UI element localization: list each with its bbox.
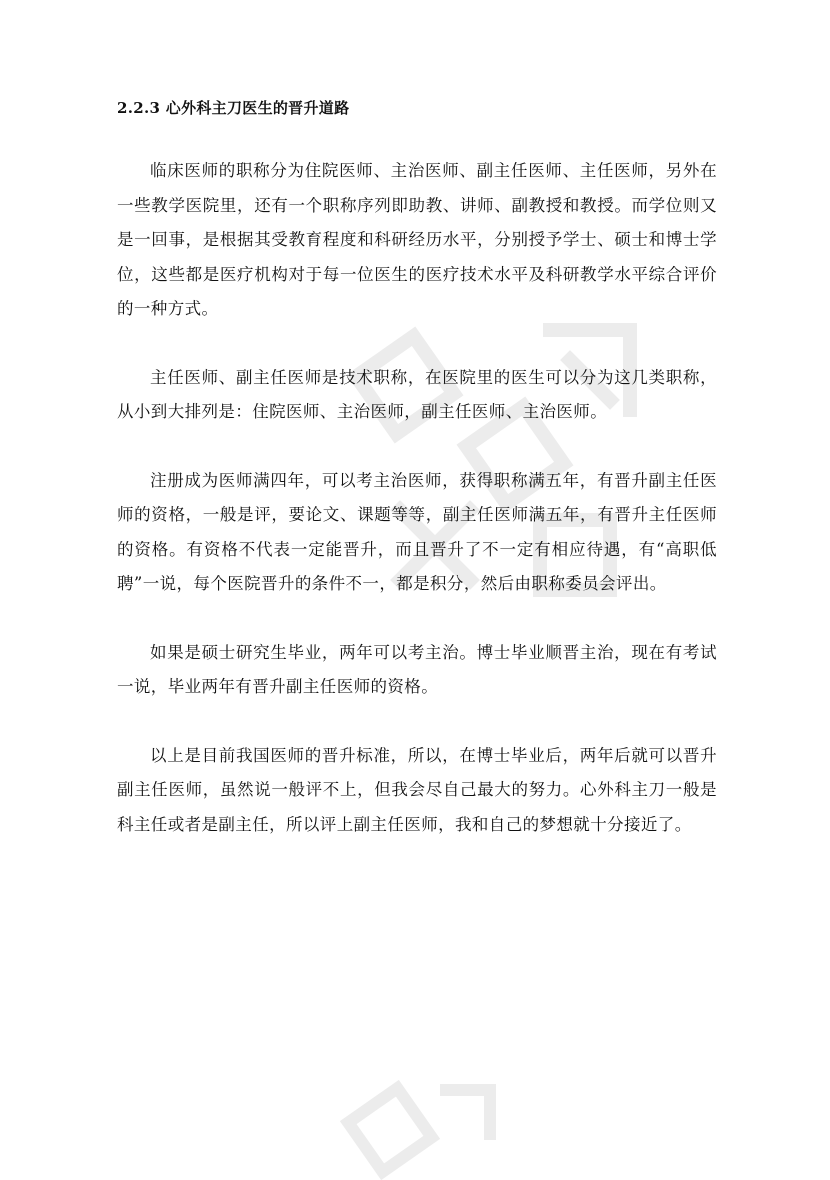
paragraph-degree-path: 如果是硕士研究生毕业，两年可以考主治。博士毕业顺晋主治，现在有考试一说，毕业两年有晋升副主任医师的资格。 bbox=[117, 642, 717, 696]
paragraph-requirements: 注册成为医师满四年，可以考主治医师，获得职称满五年，有晋升副主任医师的资格，一般是评，要论文、课题等等，副主任医师满五年，有晋升主任医师的资格。有资格不代表一定能晋升，而且晋升了不一定有相应待遇，有“高职低聘”一说，每个医院晋升的条件不一，都是积分，然后由职称委员会评出。 bbox=[117, 470, 717, 593]
watermark-logo-bottom bbox=[330, 1060, 510, 1180]
paragraph-titles: 临床医师的职称分为住院医师、主治医师、副主任医师、主任医师，另外在一些教学医院里，还有一个职称序列即助教、讲师、副教授和教授。而学位则又是一回事，是根据其受教育程度和科研经历水平，分别授予学士、硕士和博士学位，这些都是医疗机构对于每一位医生的医疗技术水平及科研教学水平综合评价的一种方式。 bbox=[117, 161, 717, 318]
document-body bbox=[117, 96, 717, 876]
paragraph-conclusion: 以上是目前我国医师的晋升标准，所以，在博士毕业后，两年后就可以晋升副主任医师，虽然说一般评不上，但我会尽自己最大的努力。心外科主刀一般是科主任或者是副主任，所以评上副主任医师，我和自己的梦想就十分接近了。 bbox=[117, 745, 717, 834]
section-heading: 2.2.3 心外科主刀医生的晋升道路 bbox=[117, 99, 350, 117]
paragraph-ranking: 主任医师、副主任医师是技术职称，在医院里的医生可以分为这几类职称，从小到大排列是：住院医师、主治医师，副主任医师、主治医师。 bbox=[117, 367, 717, 421]
